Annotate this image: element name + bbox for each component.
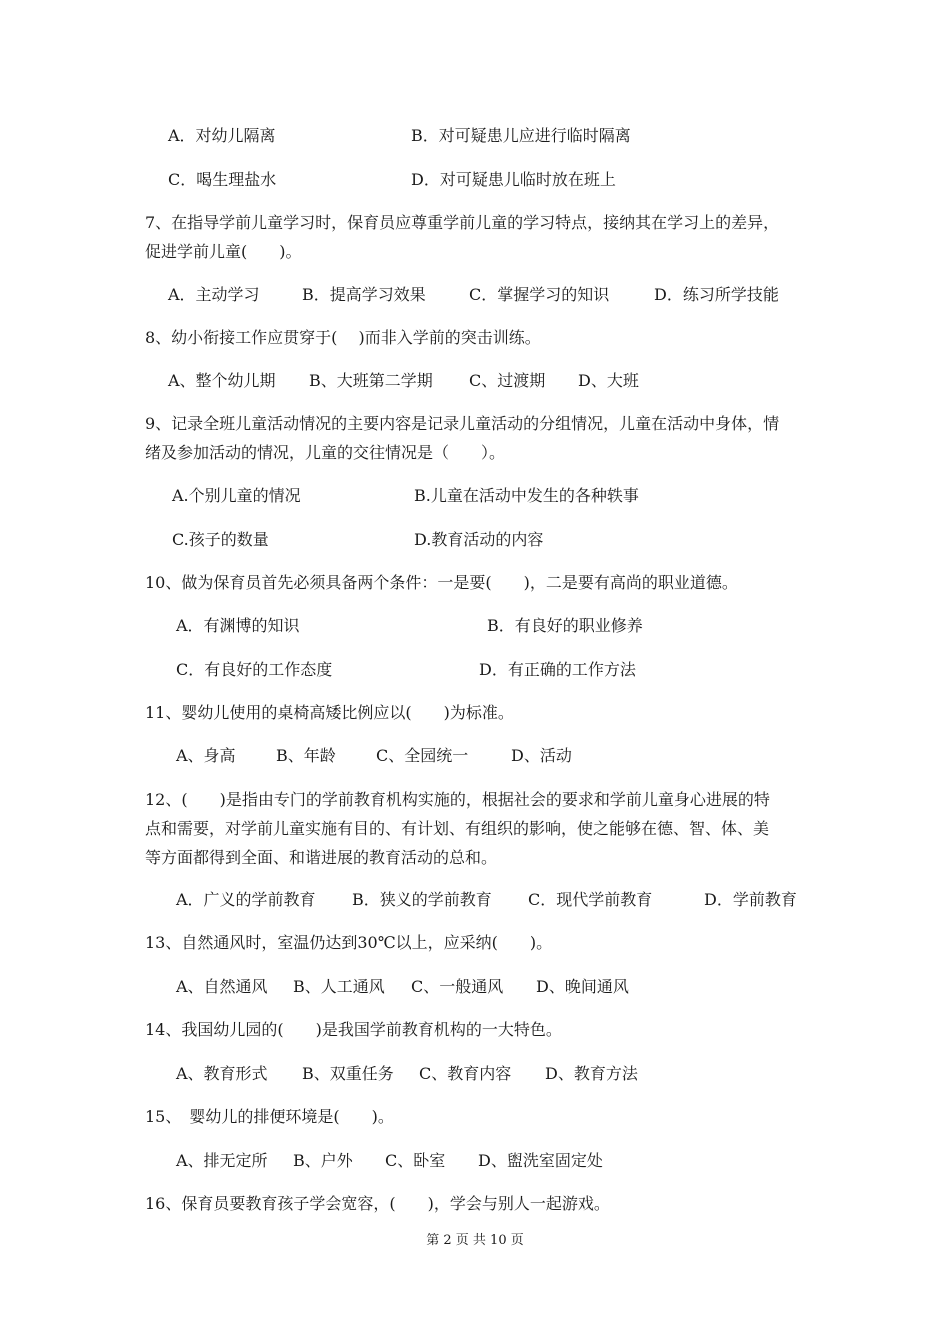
q15-stem-line-1: 15、 婴幼儿的排便环境是( )。 [145, 1107, 394, 1126]
q9-option-a: A.个别儿童的情况 [172, 486, 301, 505]
q9-option-d: D.教育活动的内容 [414, 530, 544, 549]
q14-option-c: C、教育内容 [419, 1064, 512, 1083]
q15-option-a: A、排无定所 [176, 1151, 268, 1170]
q14-option-d: D、教育方法 [545, 1064, 638, 1083]
q15-option-d: D、盥洗室固定处 [478, 1151, 603, 1170]
q6-option-a: A．对幼儿隔离 [168, 126, 276, 145]
q6-option-c: C．喝生理盐水 [168, 170, 277, 189]
q12-option-b: B．狭义的学前教育 [352, 890, 492, 909]
q14-option-b: B、双重任务 [302, 1064, 394, 1083]
q8-stem-line-1: 8、幼小衔接工作应贯穿于( )而非入学前的突击训练。 [145, 328, 541, 347]
q10-option-d: D．有正确的工作方法 [479, 660, 636, 679]
q10-option-c: C．有良好的工作态度 [176, 660, 333, 679]
q13-option-c: C、一般通风 [411, 977, 504, 996]
q9-stem-line-2: 绪及参加活动的情况，儿童的交往情况是（ ）。 [145, 443, 506, 462]
q13-option-d: D、晚间通风 [536, 977, 629, 996]
q15-option-b: B、户外 [293, 1151, 353, 1170]
q16-stem-line-1: 16、保育员要教育孩子学会宽容，( )，学会与别人一起游戏。 [145, 1194, 610, 1213]
q11-stem-line-1: 11、婴幼儿使用的桌椅高矮比例应以( )为标准。 [145, 703, 514, 722]
q12-stem-line-1: 12、( )是指由专门的学前教育机构实施的，根据社会的要求和学前儿童身心进展的特 [145, 790, 770, 809]
q13-stem-line-1: 13、自然通风时，室温仍达到30℃以上，应采纳( )。 [145, 933, 553, 952]
q7-option-a: A．主动学习 [168, 285, 260, 304]
q10-option-a: A．有渊博的知识 [176, 616, 300, 635]
q7-option-c: C．掌握学习的知识 [469, 285, 610, 304]
q7-stem-line-2: 促进学前儿童( )。 [145, 242, 302, 261]
q9-option-c: C.孩子的数量 [172, 530, 269, 549]
q10-option-b: B．有良好的职业修养 [487, 616, 643, 635]
q12-option-c: C．现代学前教育 [528, 890, 653, 909]
q14-stem-line-1: 14、我国幼儿园的( )是我国学前教育机构的一大特色。 [145, 1020, 562, 1039]
q13-option-a: A、自然通风 [176, 977, 268, 996]
q8-option-a: A、整个幼儿期 [168, 371, 276, 390]
q11-option-b: B、年龄 [276, 746, 336, 765]
q11-option-d: D、活动 [511, 746, 572, 765]
q12-option-a: A．广义的学前教育 [176, 890, 316, 909]
q15-option-c: C、卧室 [385, 1151, 446, 1170]
q12-stem-line-3: 等方面都得到全面、和谐进展的教育活动的总和。 [145, 848, 498, 867]
q12-option-d: D．学前教育 [704, 890, 797, 909]
q6-option-b: B．对可疑患儿应进行临时隔离 [411, 126, 631, 145]
q9-option-b: B.儿童在活动中发生的各种轶事 [414, 486, 639, 505]
page-number-footer: 第 2 页 共 10 页 [426, 1233, 524, 1248]
q10-stem-line-1: 10、做为保育员首先必须具备两个条件：一是要( )，二是要有高尚的职业道德。 [145, 573, 738, 592]
q7-option-b: B．提高学习效果 [302, 285, 426, 304]
q8-option-b: B、大班第二学期 [309, 371, 433, 390]
q13-option-b: B、人工通风 [293, 977, 385, 996]
q7-option-d: D．练习所学技能 [654, 285, 779, 304]
q9-stem-line-1: 9、记录全班儿童活动情况的主要内容是记录儿童活动的分组情况，儿童在活动中身体，情 [145, 414, 780, 433]
q6-option-d: D．对可疑患儿临时放在班上 [411, 170, 616, 189]
q12-stem-line-2: 点和需要，对学前儿童实施有目的、有计划、有组织的影响，使之能够在德、智、体、美 [145, 819, 770, 838]
q11-option-a: A、身高 [176, 746, 236, 765]
q8-option-d: D、大班 [578, 371, 639, 390]
q7-stem-line-1: 7、在指导学前儿童学习时，保育员应尊重学前儿童的学习特点，接纳其在学习上的差异， [145, 213, 780, 232]
q8-option-c: C、过渡期 [469, 371, 546, 390]
q11-option-c: C、全园统一 [376, 746, 469, 765]
q14-option-a: A、教育形式 [176, 1064, 268, 1083]
